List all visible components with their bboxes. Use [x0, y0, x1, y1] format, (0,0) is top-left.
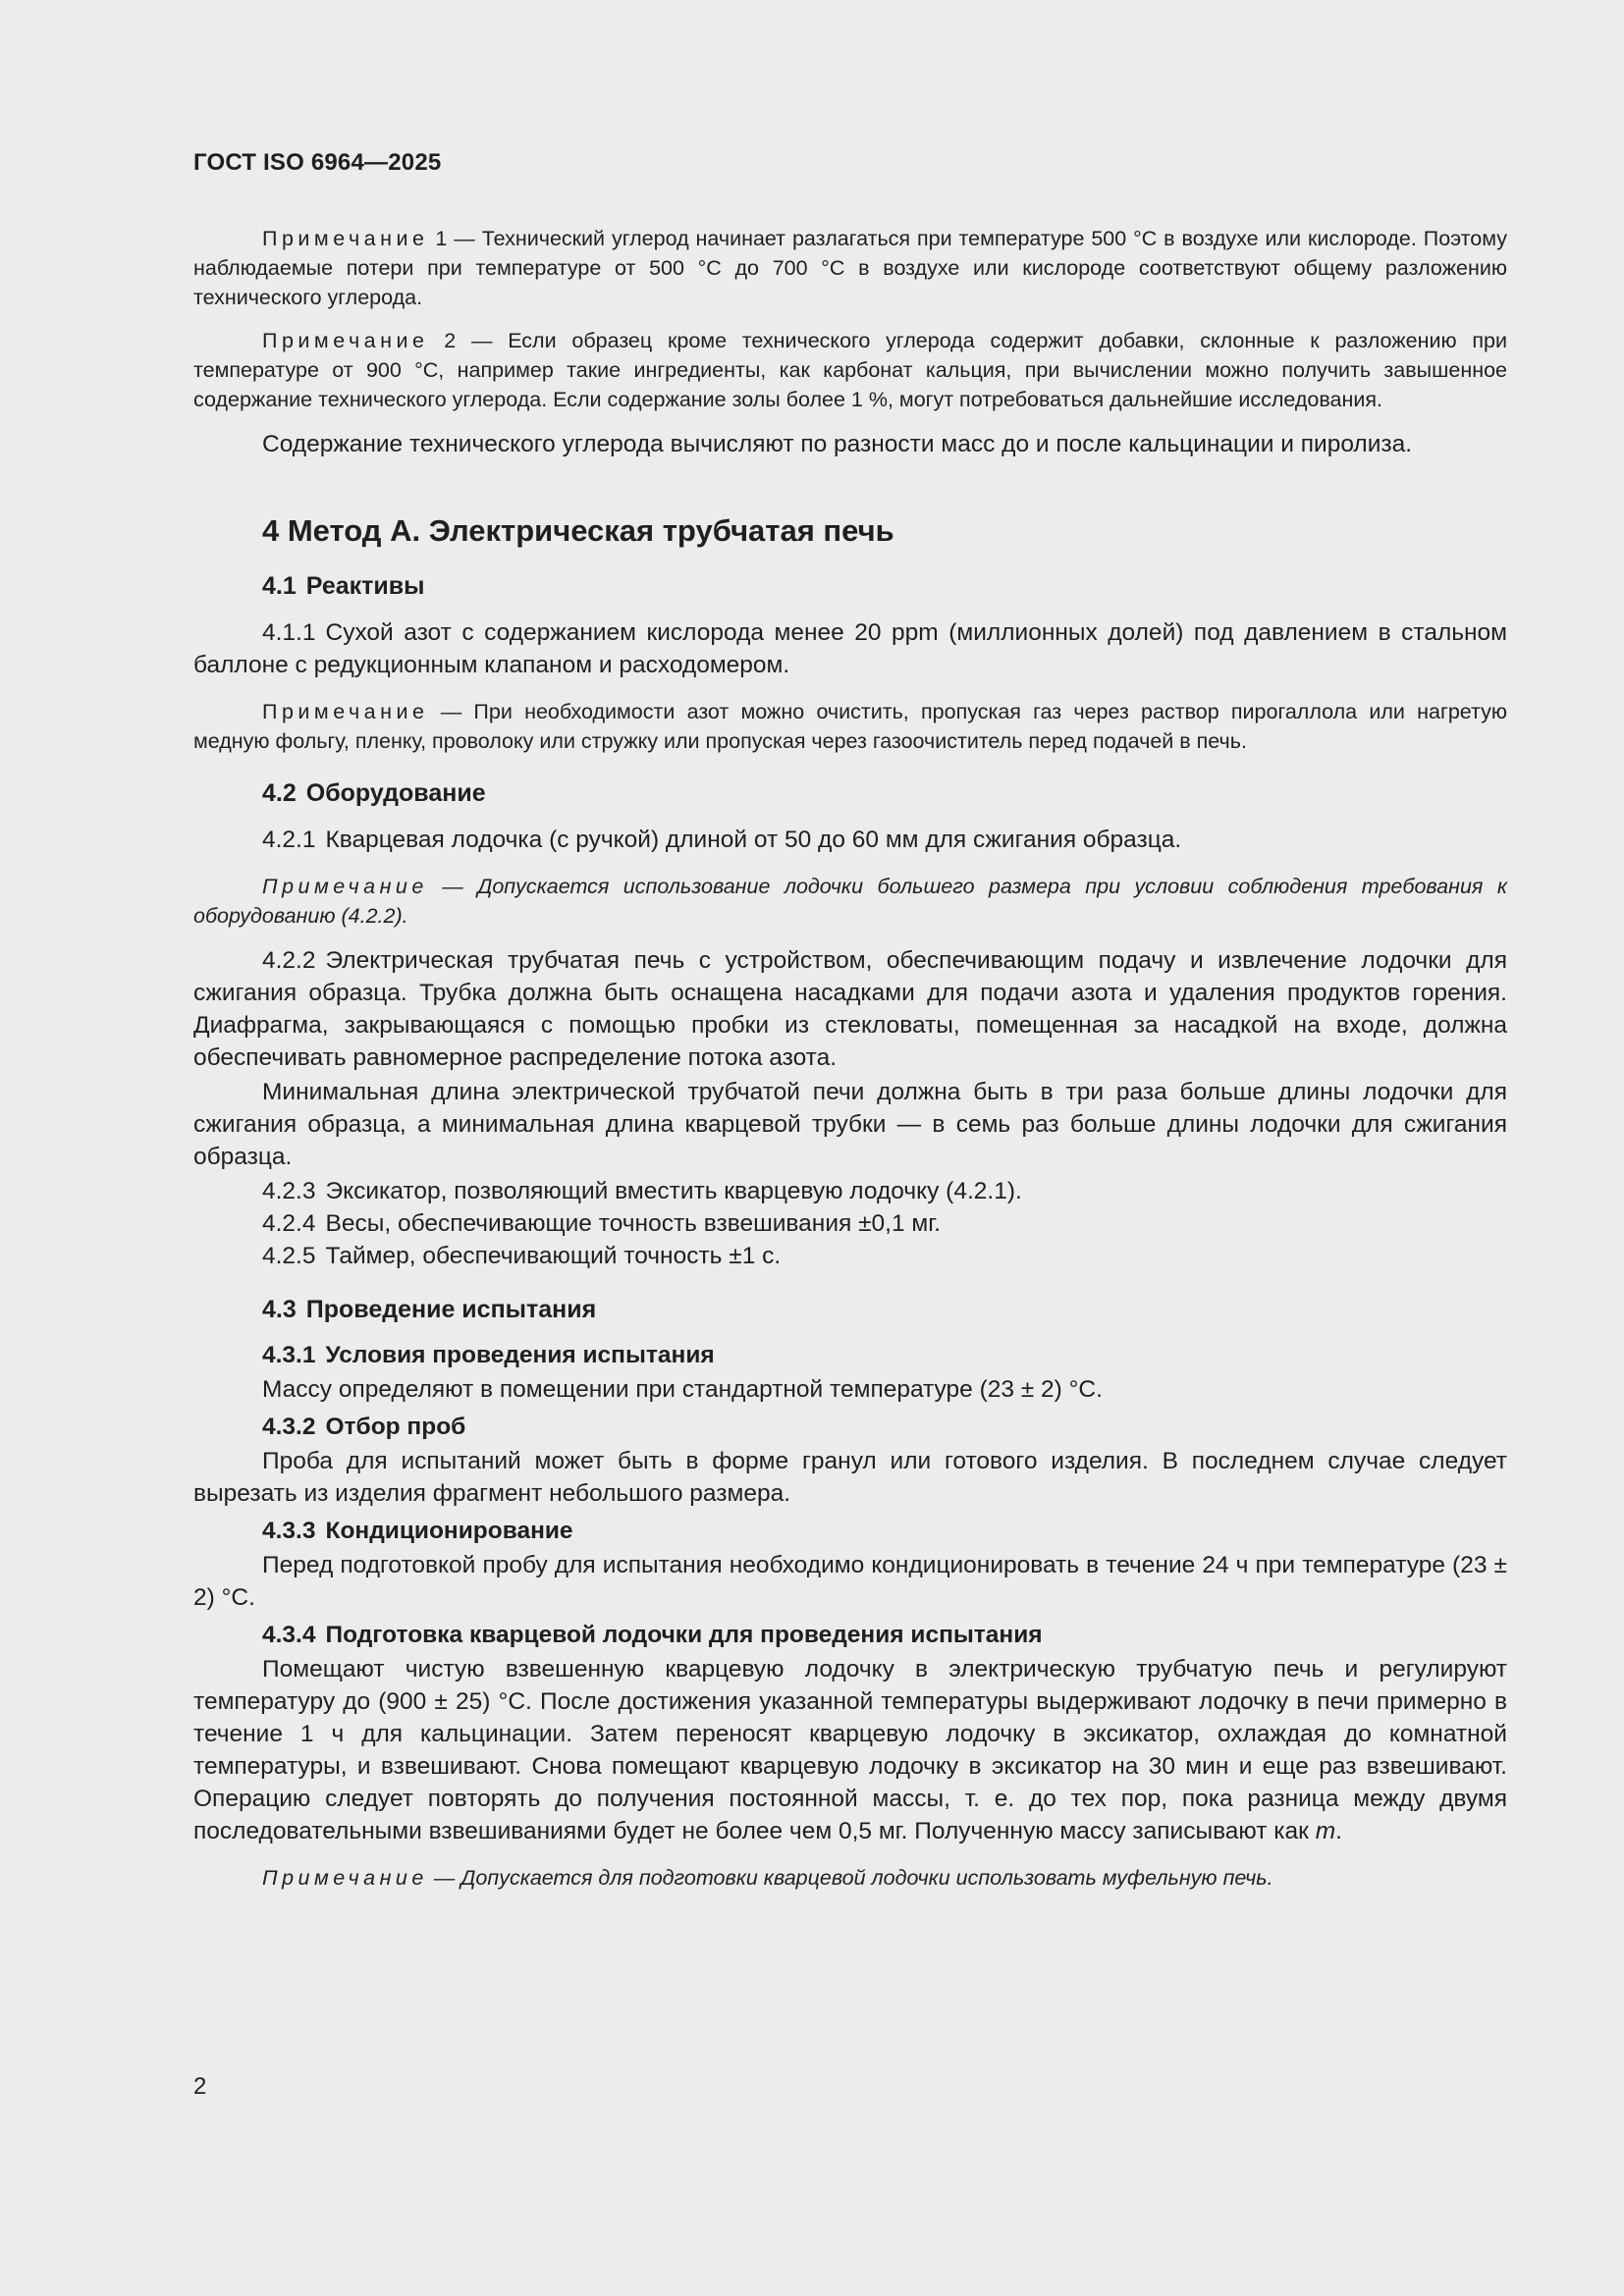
subsection-4-3-2-heading — [262, 1412, 1507, 1443]
clause-4-2-4 — [193, 1207, 1507, 1240]
note-text: 2 — Если образец кроме технического углерода содержит добавки, склонные к разложению при температуре от 900 °С, например такие ингредиенты, как карбонат кальция, при вычислении можно получить завышенное содержание технического углерода. Если содержание золы более 1 %, могут потребоваться дальнейшие исследования. — [193, 329, 1507, 411]
note-text: 1 — Технический углерод начинает разлагаться при температуре 500 °С в воздухе или кислороде. Поэтому наблюдаемые потери при температуре от 500 °С до 700 °С в воздухе или кислороде соответствуют общему разложению технического углерода. — [193, 227, 1507, 309]
page-content — [193, 224, 1507, 1906]
subsection-title: Кондиционирование — [325, 1518, 573, 1544]
clause-text: Весы, обеспечивающие точность взвешивания ±0,1 мг. — [325, 1210, 941, 1237]
clause-text: Эксикатор, позволяющий вместить кварцевую лодочку (4.2.1). — [325, 1178, 1022, 1204]
note-label: Примечание — [262, 1866, 428, 1890]
section-title: Проведение испытания — [305, 1296, 597, 1323]
subsection-4-3-3-heading — [262, 1516, 1507, 1547]
clause-text: Помещают чистую взвешенную кварцевую лодочку в электрическую трубчатую печь и регулируют температуру до (900 ± 25) °С. После достижения указанной температуры выдерживают лодочку в печи примерно в течение 1 ч для кальцинации. Затем переносят кварцевую лодочку в эксикатор, охлаждая до комнатной температуры, и взвешивают. Снова помещают кварцевую лодочку в эксикатор на 30 мин и еще раз взвешивают. Операцию следует повторять до получения постоянной массы, т. е. до тех пор, пока разница между двумя последовательными взвешиваниями будет не более чем 0,5 мг. Полученную массу записывают как — [193, 1656, 1507, 1844]
section-4-2-heading — [262, 779, 1507, 808]
note-4-1 — [193, 697, 1507, 756]
clause-4-3-4-text — [193, 1653, 1507, 1847]
subsection-title: Условия проведения испытания — [325, 1342, 715, 1368]
subsection-4-3-4-heading — [262, 1620, 1507, 1651]
clause-text-end: . — [1335, 1818, 1342, 1844]
note-text: — Допускается использование лодочки большего размера при условии соблюдения требования к оборудованию (4.2.2). — [193, 875, 1507, 928]
clause-text: Кварцевая лодочка (с ручкой) длиной от 50 до 60 мм для сжигания образца. — [325, 827, 1182, 853]
section-4-1-heading — [262, 572, 1507, 601]
standard-header: ГОСТ ISO 6964—2025 — [193, 149, 442, 176]
note-label: Примечание — [262, 227, 429, 250]
clause-4-3-2-text: Проба для испытаний может быть в форме гранул или готового изделия. В последнем случае следует вырезать из изделия фрагмент небольшого размера. — [193, 1448, 1507, 1507]
clause-number: 4.2.3 — [262, 1178, 316, 1204]
note-label: Примечание — [262, 700, 429, 723]
clause-text: Электрическая трубчатая печь с устройством, обеспечивающим подачу и извлечение лодочки для сжигания образца. Трубка должна быть оснащена насадками для подачи азота и удаления продуктов горения. Диафрагма, закрывающаяся с помощью пробки из стекловаты, помещенная за насадкой на входе, должна обеспечивать равномерное распределение потока азота. — [193, 947, 1507, 1071]
section-number: 4.1 — [262, 572, 297, 600]
note-1 — [193, 224, 1507, 312]
note-4-2 — [193, 872, 1507, 931]
subsection-number: 4.3.3 — [262, 1518, 316, 1544]
clause-text: Таймер, обеспечивающий точность ±1 с. — [325, 1243, 782, 1269]
section-number: 4.2 — [262, 779, 297, 807]
subsection-number: 4.3.1 — [262, 1342, 316, 1368]
note-4-3 — [193, 1863, 1507, 1893]
intro-paragraph: Содержание технического углерода вычисляют по разности масс до и после кальцинации и пиролиза. — [262, 431, 1413, 457]
note-label: Примечание — [262, 329, 429, 352]
clause-number: 4.2.1 — [262, 827, 316, 853]
clause-4-3-3-text: Перед подготовкой пробу для испытания необходимо кондиционировать в течение 24 ч при температуре (23 ± 2) °С. — [193, 1552, 1507, 1611]
page-number: 2 — [193, 2073, 207, 2100]
section-title: Оборудование — [305, 779, 486, 807]
note-2 — [193, 326, 1507, 414]
clause-4-2-1 — [193, 824, 1507, 856]
clause-number: 4.2.4 — [262, 1210, 316, 1237]
note-label: Примечание — [262, 875, 428, 898]
section-4-3-heading — [262, 1296, 1507, 1324]
clause-text: Сухой азот с содержанием кислорода менее 20 ppm (миллионных долей) под давлением в стальном баллоне с редукционным клапаном и расходомером. — [193, 619, 1507, 678]
subsection-number: 4.3.2 — [262, 1414, 316, 1440]
clause-number: 4.2.5 — [262, 1243, 316, 1269]
subsection-4-3-1-heading — [262, 1340, 1507, 1371]
subsection-title: Подготовка кварцевой лодочки для проведения испытания — [325, 1622, 1043, 1648]
note-text: — Допускается для подготовки кварцевой лодочки использовать муфельную печь. — [427, 1866, 1273, 1890]
clause-4-1-1 — [193, 616, 1507, 681]
clause-4-2-2-continued: Минимальная длина электрической трубчатой печи должна быть в три раза больше длины лодочки для сжигания образца, а минимальная длина кварцевой трубки — в семь раз больше длины лодочки для сжигания образца. — [193, 1079, 1507, 1170]
section-4-heading: 4 Метод А. Электрическая трубчатая печь — [262, 513, 894, 548]
clause-4-2-5 — [193, 1240, 1507, 1272]
section-number: 4.3 — [262, 1296, 297, 1323]
clause-4-2-2 — [193, 944, 1507, 1074]
mass-variable: m — [1315, 1818, 1336, 1844]
subsection-number: 4.3.4 — [262, 1622, 316, 1648]
clause-number: 4.2.2 — [262, 947, 316, 974]
clause-4-3-1-text: Массу определяют в помещении при стандартной температуре (23 ± 2) °С. — [262, 1376, 1103, 1403]
note-text: — При необходимости азот можно очистить, пропуская газ через раствор пирогаллола или нагретую медную фольгу, пленку, проволоку или стружку или пропуская через газоочиститель перед подачей в печь. — [193, 700, 1507, 753]
subsection-title: Отбор проб — [325, 1414, 466, 1440]
section-title: Реактивы — [305, 572, 425, 600]
clause-number: 4.1.1 — [262, 619, 316, 646]
clause-4-2-3 — [193, 1175, 1507, 1207]
